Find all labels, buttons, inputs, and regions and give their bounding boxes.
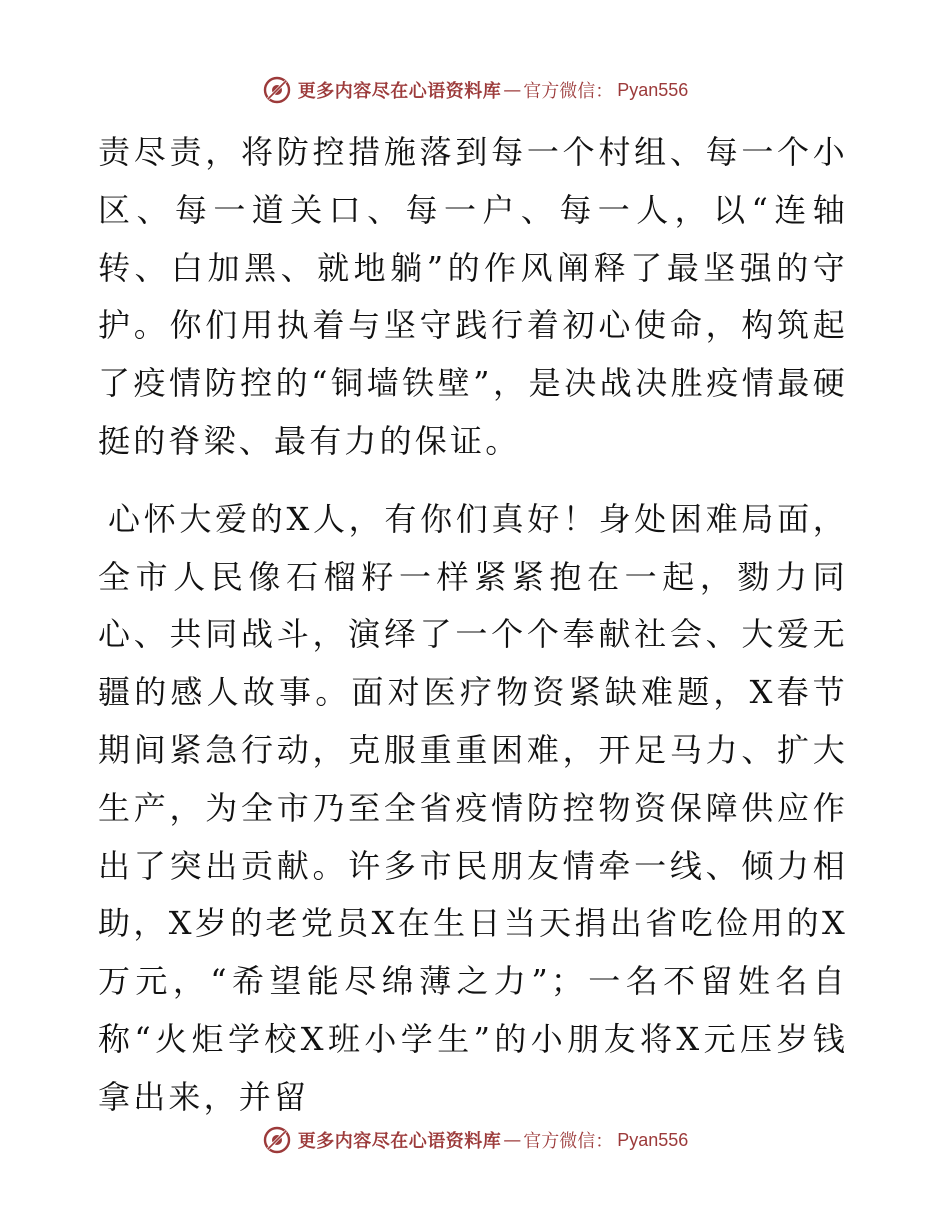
banner-dash: — <box>503 79 522 101</box>
banner-dash: — <box>503 1129 522 1151</box>
banner-main-text: 更多内容尽在心语资料库 <box>297 81 502 102</box>
logo-icon <box>262 1125 292 1155</box>
logo-icon <box>262 75 292 105</box>
document-body <box>98 124 848 1127</box>
header-banner <box>0 70 950 110</box>
banner-wechat-label: 官方微信 <box>523 81 596 102</box>
footer-banner <box>0 1120 950 1160</box>
banner-colon: ： <box>595 1131 614 1152</box>
banner-wechat-id: Pyan556 <box>617 79 689 100</box>
banner-wechat-label: 官方微信 <box>523 1131 596 1152</box>
banner-colon: ： <box>595 81 614 102</box>
banner-wechat-id: Pyan556 <box>617 1129 689 1150</box>
banner-main-text: 更多内容尽在心语资料库 <box>297 1131 502 1152</box>
paragraph-1: 责尽责，将防控措施落到每一个村组、每一个小区、每一道关口、每一户、每一人，以“连轴转、白加黑、就地躺”的作风阐释了最坚强的守护。你们用执着与坚守践行着初心使命，构筑起了疫情防控的“铜墙铁壁”，是决战决胜疫情最硬挺的脊梁、最有力的保证。 <box>98 133 848 460</box>
paragraph-2: 心怀大爱的X人，有你们真好！身处困难局面，全市人民像石榴籽一样紧紧抱在一起，勠力同心、共同战斗，演绎了一个个奉献社会、大爱无疆的感人故事。面对医疗物资紧缺难题，X春节期间紧急行动，克服重重困难，开足马力、扩大生产，为全市乃至全省疫情防控物资保障供应作出了突出贡献。许多市民朋友情牵一线、倾力相助，X岁的老党员X在生日当天捐出省吃俭用的X万元，“希望能尽绵薄之力”；一名不留姓名自称“火炬学校X班小学生”的小朋友将X元压岁钱拿出来，并留 <box>98 499 848 1116</box>
